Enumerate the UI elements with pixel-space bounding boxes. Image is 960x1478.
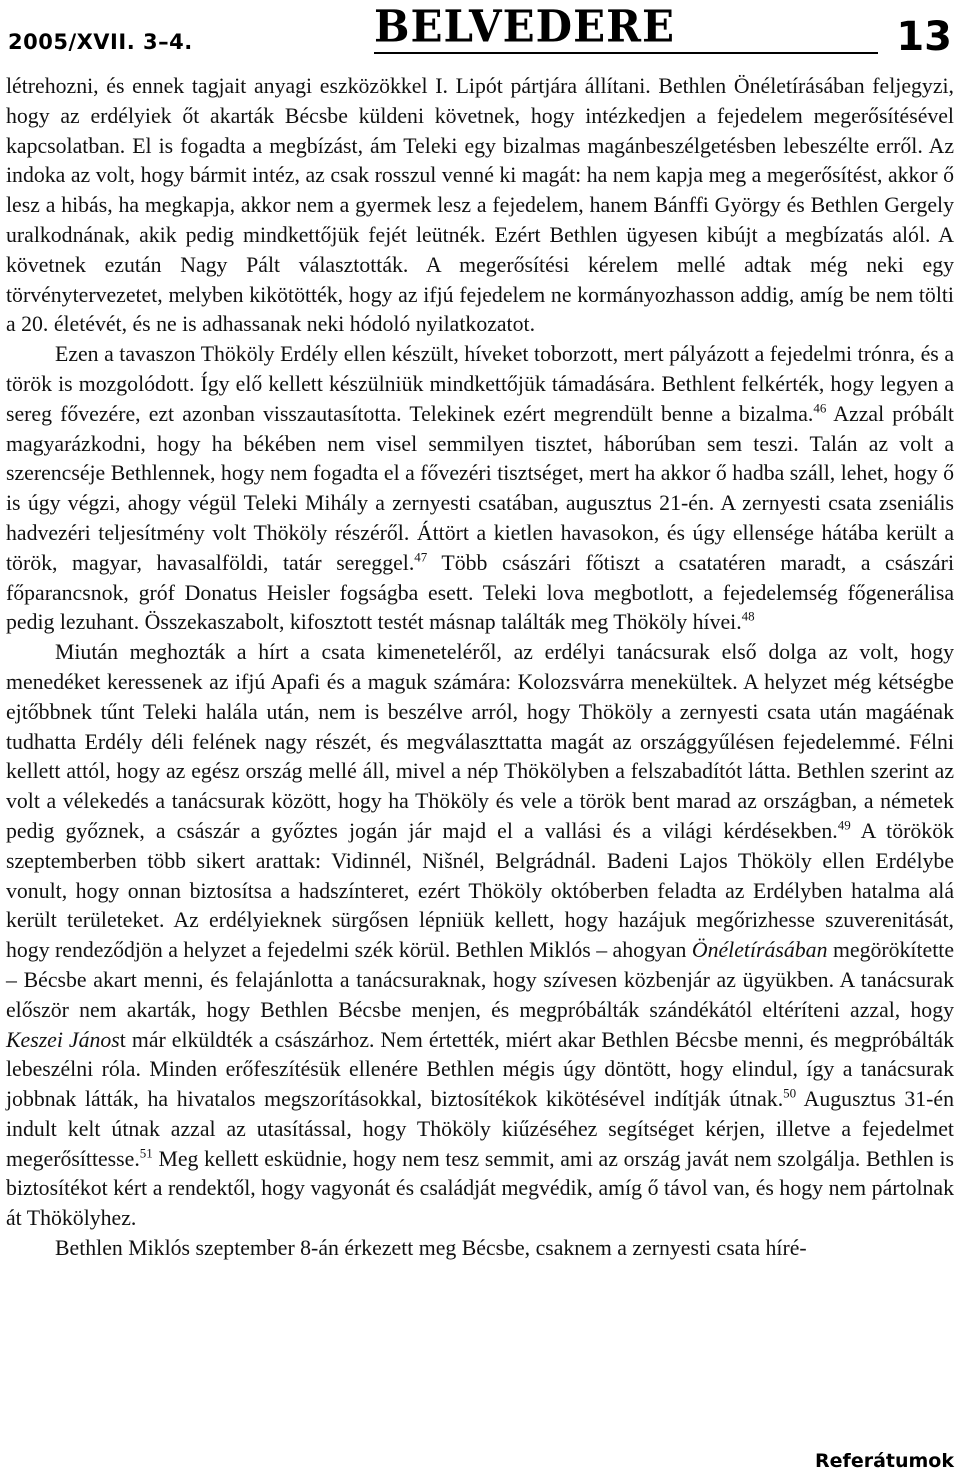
text-run: Ezen a tavaszon Thököly Erdély ellen készült, híveket toborzott, mert pályázott a fejedelmi trónra, és a török is mozgolódott. Így elő kellett készülniük mindkettőjük támadására. Bethlent felkérték, hogy legyen a sereg fővezére, ezt azonban visszautasította. Telekinek ezért megrendült benne a bizalma. [6, 342, 954, 426]
text-run: Bethlen Miklós szeptember 8-án érkezett meg Bécsbe, csaknem a zernyesti csata híré- [55, 1236, 807, 1261]
italic-title: Keszei János [6, 1027, 120, 1052]
footnote-marker: 46 [813, 400, 827, 416]
footnote-marker: 48 [741, 609, 755, 625]
italic-title: Önéletírásában [691, 938, 828, 963]
footnote-marker: 47 [414, 549, 428, 565]
text-run: A törökök szeptemberben több sikert arattak: Vidinnél, Nišnél, Belgrádnál. Badeni Lajos Thököly ellen Erdélybe vonult, hogy onnan biztosítsa a hadszínteret, ezért Thököly októberben feladta az Erdélyben hatalma alá került területeket. Az erdélyieknek sürgősen lépniük kellett, hogy hazájuk megőrizhesse szuverenitását, hogy rendeződjön a helyzet a fejedelmi szék körül. Bethlen Miklós – ahogyan [6, 818, 954, 963]
journal-masthead: BELVEDERE [374, 0, 676, 53]
text-run: Több császári főtiszt a csatatéren maradt, a császári főparancsnok, gróf Donatus Heisler fogságba esett. Teleki lova megbotlott, a fejedelemség főgenerálisa pedig lezuhant. Összekaszabolt, kifosztott testét másnap találták meg Thököly hívei. [6, 550, 955, 635]
page-number: 13 [896, 14, 952, 60]
footnote-marker: 50 [783, 1085, 797, 1101]
text-run: Azzal próbált magyarázkodni, hogy ha békében nem visel semmilyen tisztet, háborúban sem teszi. Talán az volt a szerencséje Bethlennek, hogy nem fogadta el a fővezéri tisztséget, mert ha akkor ő hadba száll, lehet, hogy ő is úgy végzi, ahogy végül Teleki Mihály a zernyesti csatában, augusztus 21-én. A zernyesti csata zseniális hadvezéri teljesítmény volt Thököly részéről. Áttört a kietlen havasokon, és úgy ellensége hátába került a török, magyar, havasalföldi, tatár sereggel. [6, 401, 954, 575]
paragraph [6, 638, 954, 1234]
article-body [6, 72, 954, 1264]
text-run: Miután meghozták a hírt a csata kimeneteléről, az erdélyi tanácsurak első dolga az volt, hogy menedéket keressenek az ifjú Apafi és a maguk számára: Kolozsvárra menekültek. A helyzet még kétségbe ejtőbbnek tűnt Teleki halála után, nem is beszélve arról, hogy Thököly a zernyesti csata után magáénak tudhatta Erdély déli felének nagy részét, és megválaszttatta magát az országgyűlésen fejedelemmé. Félni kellett attól, hogy az egész ország mellé áll, mivel a nép Thökölyben a felszabadítót látta. Bethlen szerint az volt a vélekedés a tanácsurak között, hogy ha Thököly és vele a török bent marad az országban, a németek pedig győznek, a császár a győztes jogán jár majd el a vallási és a világi kérdésekben. [6, 640, 954, 843]
paragraph [6, 340, 954, 638]
header-rule [374, 52, 878, 54]
text-run: t már elküldték a császárhoz. Nem értették, miért akar Bethlen Bécsbe menni, és megpróbálták lebeszélni róla. Minden erőfeszítésük ellenére Bethlen mégis úgy döntött, hogy elindul, így a tanácsurak jobbnak látták, ha hivatalos megszorításokkal, biztosítékok kikötésével indítják útnak. [6, 1027, 955, 1112]
footnote-marker: 49 [837, 817, 851, 833]
footnote-marker: 51 [139, 1145, 153, 1161]
text-run: Augusztus 31-én indult kelt útnak azzal az utasítással, hogy Thököly kiűzéséhez segítséget kérjen, illetve a fejedelmet megerősíttesse. [6, 1087, 954, 1171]
text-run: Meg kellett esküdnie, hogy nem tesz semmit, ami az ország javát nem szolgálja. Bethlen is biztosítékot kért a rendektől, hogy vagyonát és családját megvédik, amíg ő távol van, és hogy nem pártolnak át Thökölyhez. [6, 1146, 954, 1231]
issue-number: 2005/XVII. 3–4. [8, 30, 193, 54]
text-run: létrehozni, és ennek tagjait anyagi eszközökkel I. Lipót pártjára állítani. Bethlen Önéletírásában feljegyzi, hogy az erdélyiek őt akarták Bécsbe küldeni követnek, hogy intézkedjen a fejedelem megerősítésével kapcsolatban. El is fogadta a megbízást, ám Teleki egy bizalmas magánbeszélgetésben lebeszélte erről. Az indoka az volt, hogy bármit intéz, az csak rosszul venné ki magát: ha nem kapja meg a megerősítést, akkor ő lesz a hibás, ha megkapja, akkor nem a gyermek lesz a fejedelem, hanem Bánffi György és Bethlen Gergely uralkodnának, akik pedig mindkettőjük fejét leütnék. Ezért Bethlen ügyesen kibújt a megbízatás alól. A követnek ezután Nagy Pált választották. A megerősítési kérelem mellé adtak még neki egy törvénytervezetet, melyben kikötötték, hogy az ifjú fejedelem ne kormányozhasson addig, amíg be nem tölti a 20. életévét, és ne is adhassanak neki hódoló nyilatkozatot. [6, 74, 954, 337]
paragraph [6, 1234, 954, 1264]
text-run: megörökítette – Bécsbe akart menni, és felajánlotta a tanácsuraknak, hogy szívesen közbenjár az ügyükben. A tanácsurak először nem akarták, hogy Bethlen Bécsbe menjen, és megpróbálták szándékától eltéríteni azzal, hogy [6, 938, 954, 1022]
page-header [6, 0, 954, 60]
section-label: Referátumok [815, 1450, 954, 1472]
paragraph [6, 72, 954, 340]
